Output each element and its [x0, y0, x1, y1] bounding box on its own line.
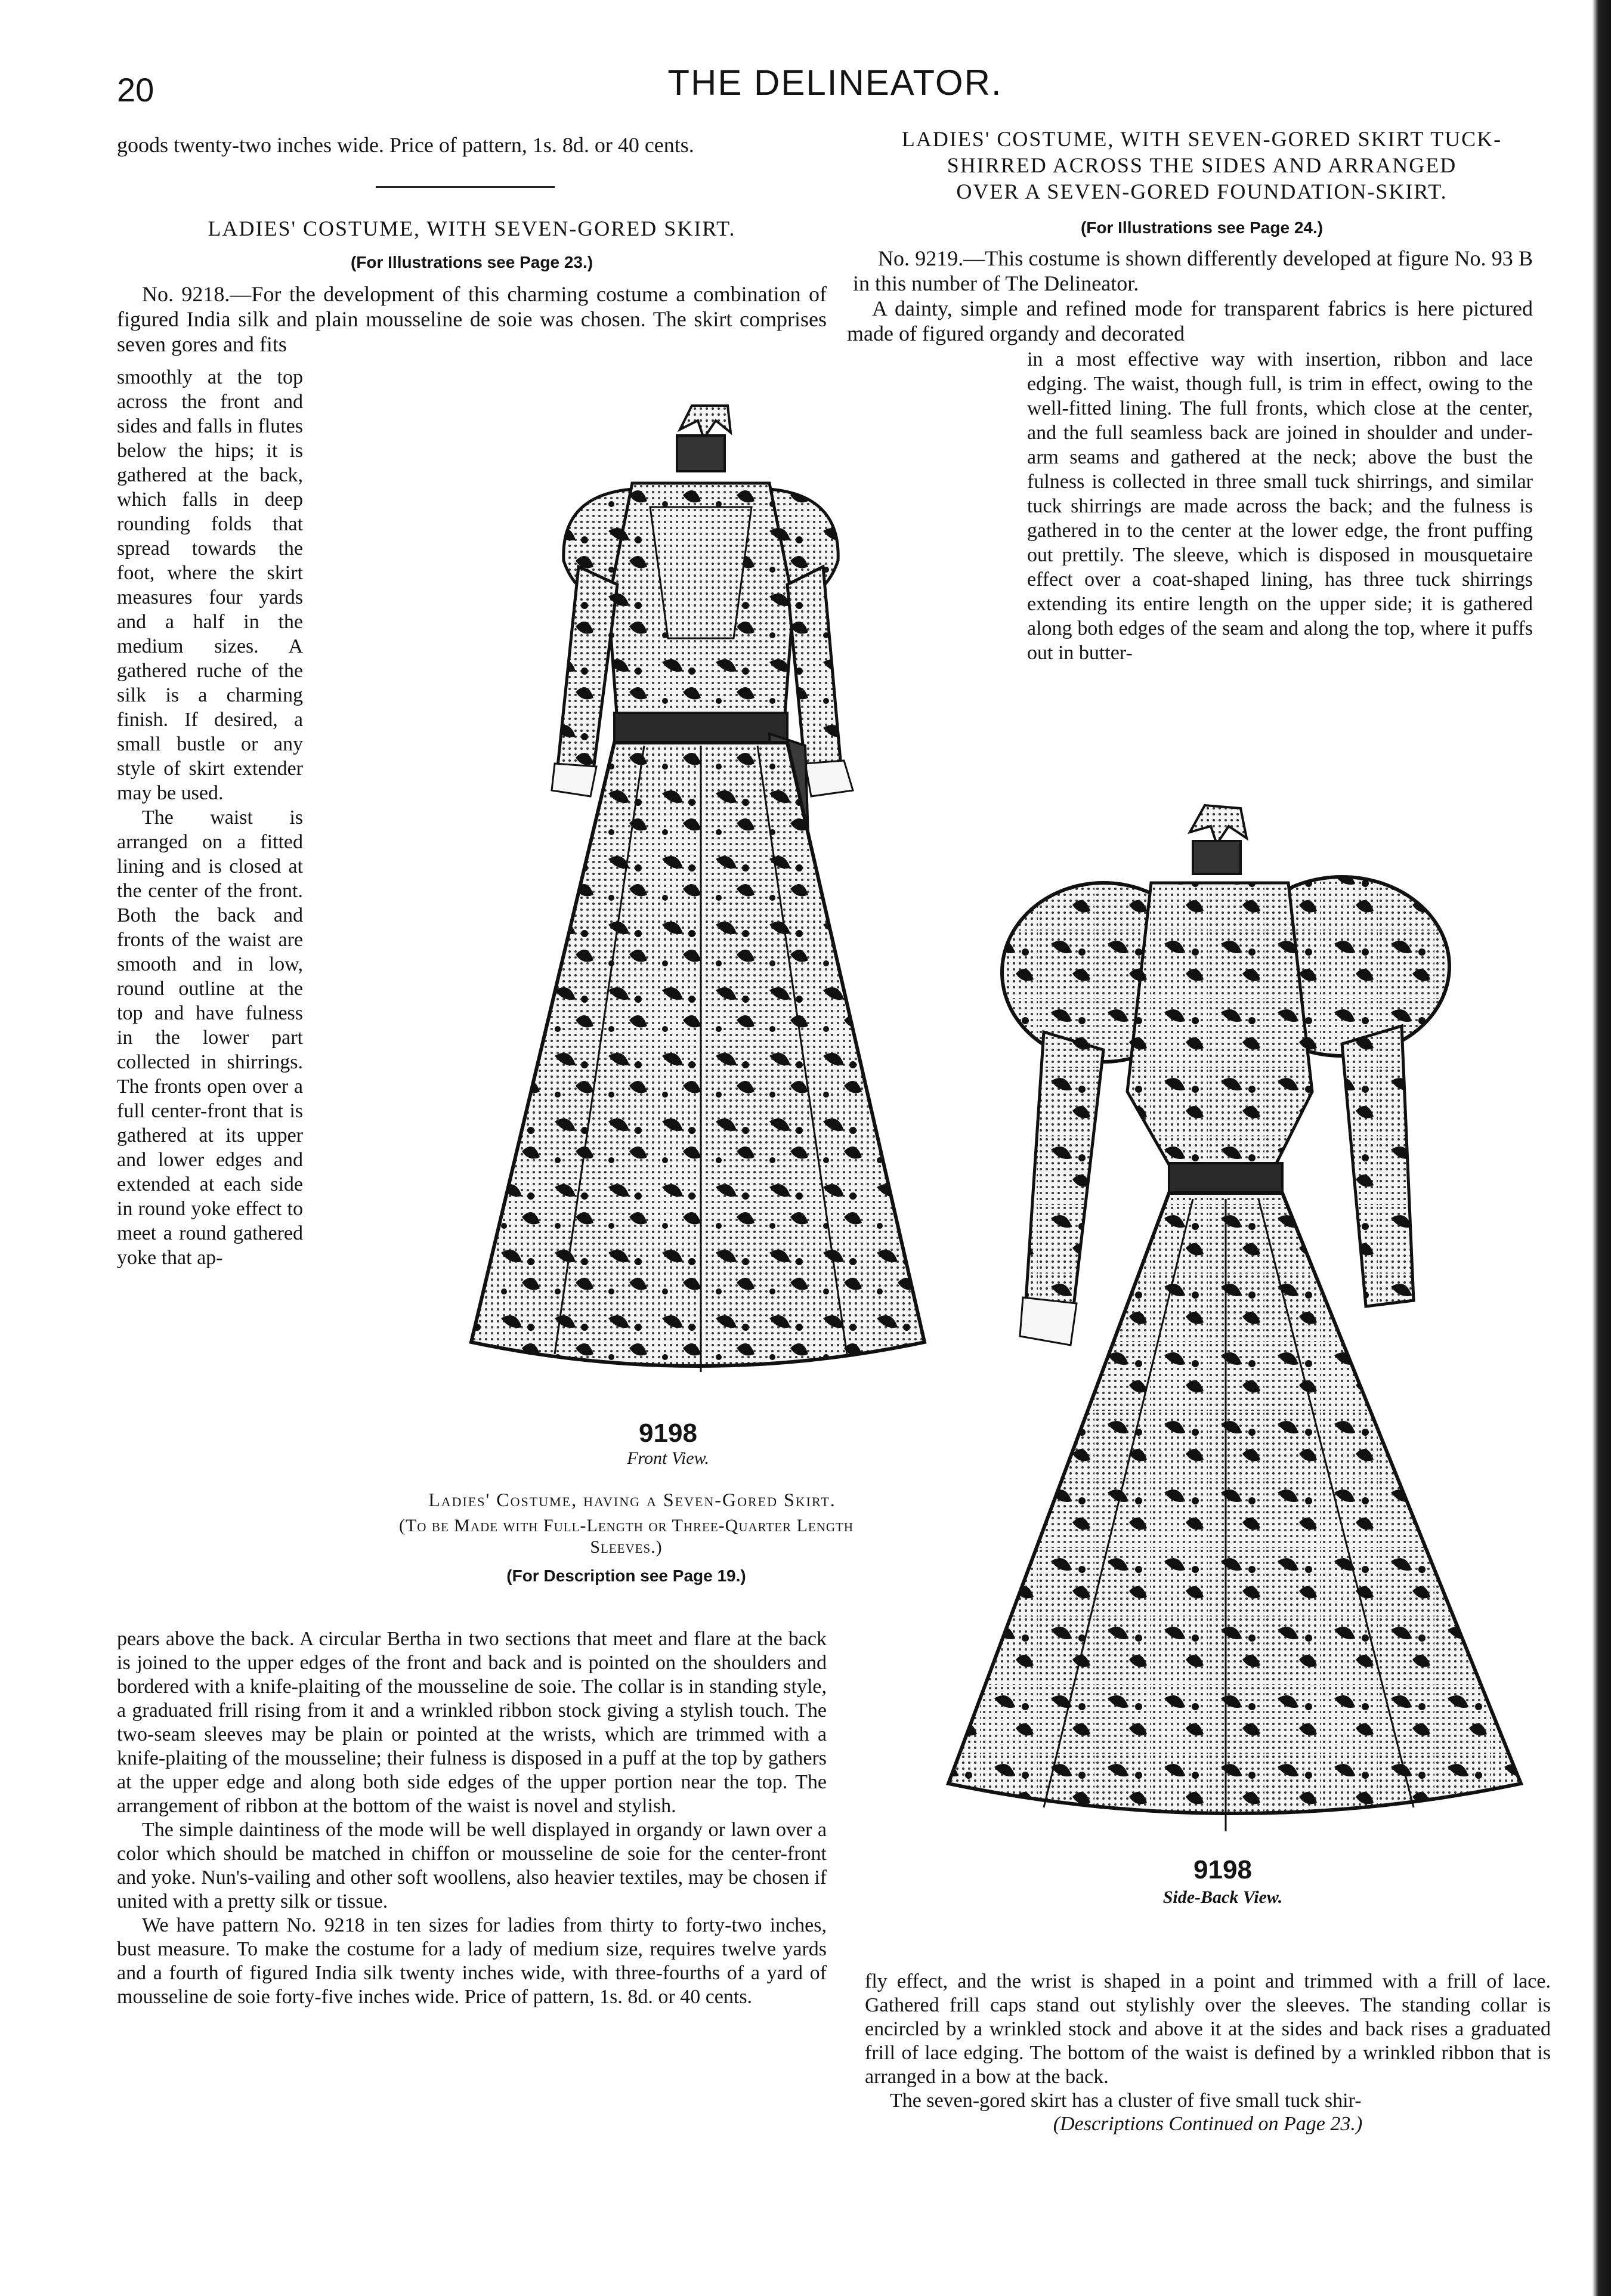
left-carry-over: goods twenty-two inches wide. Price of pattern, 1s. 8d. or 40 cents. [117, 133, 694, 157]
right-intro-text: No. 9219.—This costume is shown differently developed at figure No. 93 B in this number of The Delineator. [853, 246, 1533, 295]
page-number: 20 [117, 71, 154, 109]
back-figure-number: 9198 [1193, 1855, 1252, 1884]
costume-side-back-illustration [924, 793, 1533, 1861]
left-narrow-text-2: The waist is arranged on a fitted lining and is closed at the center of the front. Both the back and fronts of the waist are smooth and in low, round outline at the top and have fulness in the lower part collected in shirrings. The fronts open over a full center-front that is gathered at its upper and lower edges and extended at each side in round yoke effect to meet a round gathered yoke that ap- [117, 806, 303, 1269]
front-caption-description: (For Description see Page 19.) [506, 1566, 746, 1585]
right-lower-paragraph: fly effect, and the wrist is shaped in a point and trimmed with a frill of lace. Gathered frill caps stand out stylishly over the sleeves. The standing collar is encircled by a wrinkled stock and above it at the sides and back rises a graduated frill of lace edging. The bottom of the waist is defined by a wrinkled ribbon that is arranged in a bow at the back. [865, 1970, 1551, 2088]
front-figure-number: 9198 [639, 1419, 697, 1448]
continued-note: (Descriptions Continued on Page 23.) [1053, 2113, 1363, 2135]
left-paragraph-4: We have pattern No. 9218 in ten sizes for ladies from thirty to forty-two inches, bust measure. To make the costume for a lady of medium size, requires twelve yards and a fourth of figured India silk twenty inches wide, with three-fourths of a yard of mousseline de soie forty-five inches wide. Price of pattern, 1s. 8d. or 40 cents. [117, 1914, 827, 2008]
right-subheading: (For Illustrations see Page 24.) [1080, 218, 1324, 237]
left-narrow-column [117, 365, 303, 1270]
front-figure-view: Front View. [627, 1448, 709, 1468]
right-heading-line-2: SHIRRED ACROSS THE SIDES AND ARRANGED [947, 153, 1457, 177]
right-para-2-text: A dainty, simple and refined mode for transparent fabrics is here pictured made of figured organdy and decorated [847, 296, 1533, 345]
right-narrow-text: in a most effective way with insertion, ribbon and lace edging. The waist, though full, is trim in effect, owing to the well-fitted lining. The full fronts, which close at the center, and the full seamless back are joined in shoulder and under-arm seams and gathered at the neck; above the bust the fulness is collected in three small tuck shirrings, and similar tuck shirrings are made across the back; and the fulness is gathered in to the center at the lower edge, the front puffing out prettily. The sleeve, which is disposed in mousquetaire effect over a coat-shaped lining, has three tuck shirrings extending its entire length on the upper side; it is gathered along both edges of the seam and along the top, where it puffs out in butter- [1027, 348, 1533, 664]
right-lower-text [865, 1970, 1551, 2113]
right-last-paragraph: The seven-gored skirt has a cluster of five small tuck shir- [890, 2090, 1362, 2112]
left-wide-paragraph: pears above the back. A circular Bertha in two sections that meet and flare at the back is joined to the upper edges of the front and back and is pointed on the shoulders and bordered with a knife-plaiting of the mousseline de soie. The collar is in standing style, a graduated frill rising from it and a wrinkled ribbon stock giving a stylish touch. The two-seam sleeves may be plain or pointed at the wrists, which are trimmed with a knife-plaiting of the mousseline; their fulness is disposed in a puff at the top by gathers at the upper edge and along both side edges of the upper portion near the top. The arrangement of ribbon at the bottom of the waist is novel and stylish. [117, 1628, 827, 1817]
right-heading-line-1: LADIES' COSTUME, WITH SEVEN-GORED SKIRT TUCK- [901, 127, 1502, 151]
left-narrow-text: smoothly at the top across the front and sides and falls in flutes below the hips; it is gathered at the back, which falls in deep rounding folds that spread towards the foot, where the skirt measures four yards and a half in the medium sizes. A gathered ruche of the silk is a charming finish. If desired, a small bustle or any style of skirt extender may be used. [117, 366, 303, 804]
right-heading-line-3: OVER A SEVEN-GORED FOUNDATION-SKIRT. [956, 180, 1448, 203]
right-para-2-top [847, 296, 1533, 346]
left-heading: LADIES' COSTUME, WITH SEVEN-GORED SKIRT. [208, 217, 736, 240]
left-intro-text: No. 9218.—For the development of this charming costume a combination of figured India silk and plain mousseline de soie was chosen. The skirt comprises seven gores and fits [117, 282, 827, 356]
scan-binding-edge [1569, 0, 1611, 2296]
front-caption-sleeves: (To be Made with Full-Length or Three-Quarter Length Sleeves.) [398, 1516, 854, 1557]
masthead: THE DELINEATOR. [667, 63, 1003, 103]
left-rule [376, 186, 555, 188]
left-paragraph-3: The simple daintiness of the mode will be well displayed in organdy or lawn over a color which should be matched in chiffon or mousseline de soie for the center-front and yoke. Nun's-vailing and other soft woollens, also heavier textiles, may be chosen if united with a pretty silk or tissue. [117, 1819, 827, 1912]
left-intro [117, 282, 827, 357]
right-intro [853, 246, 1533, 296]
left-subheading: (For Illustrations see Page 23.) [350, 253, 593, 271]
costume-front-illustration [435, 388, 960, 1432]
front-caption-title: Ladies' Costume, having a Seven-Gored Skirt. [428, 1489, 836, 1510]
back-figure-view: Side-Back View. [1162, 1887, 1283, 1907]
left-wide-text [117, 1627, 827, 2009]
